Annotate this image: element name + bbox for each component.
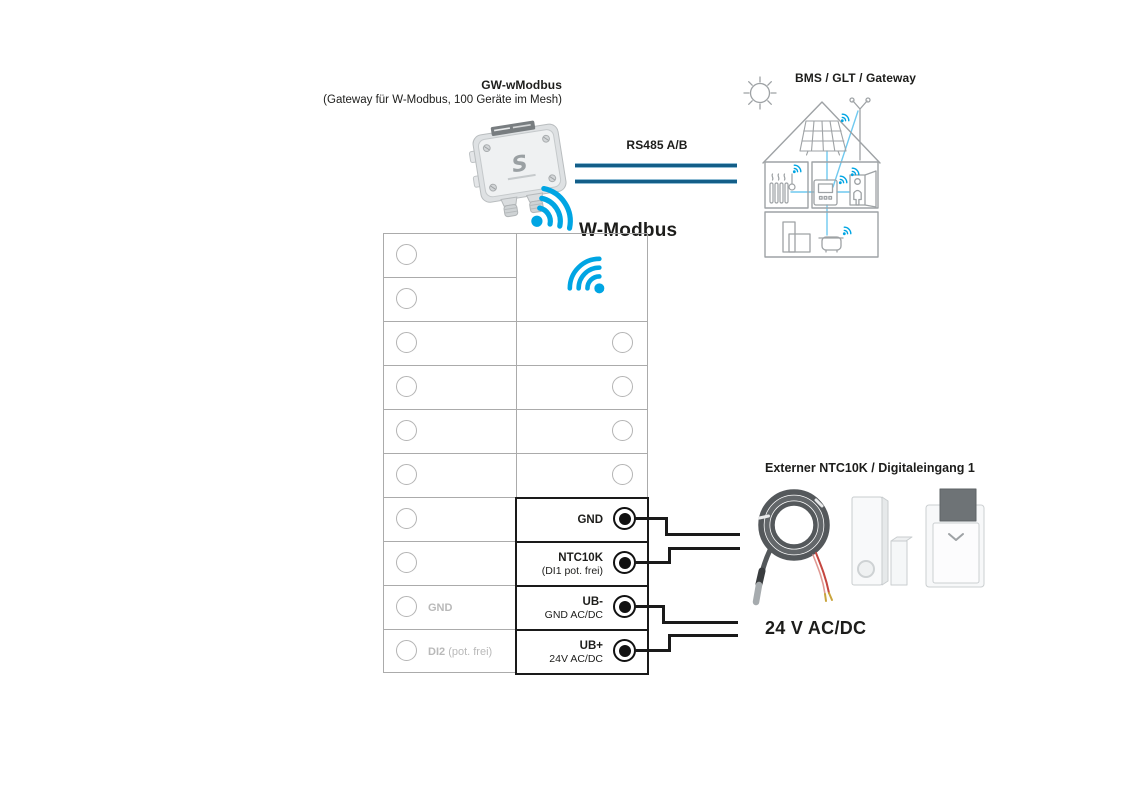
sensor-illustrations xyxy=(752,483,992,608)
anemometer-icon xyxy=(850,98,870,160)
wmodbus-cell xyxy=(517,234,648,322)
terminal-circle xyxy=(396,640,417,661)
terminal-circle xyxy=(396,552,417,573)
wire-ub-plus xyxy=(668,634,738,637)
terminal-circle xyxy=(396,464,417,485)
rs485-line-a xyxy=(575,163,737,168)
terminal-label: NTC10K xyxy=(558,551,603,564)
terminal-circle xyxy=(396,420,417,441)
wire-ub-minus xyxy=(634,605,665,608)
gateway-title: GW-wModbus xyxy=(481,78,562,92)
external-sensors-label: Externer NTC10K / Digitaleingang 1 xyxy=(765,461,975,475)
terminal-gnd-pin xyxy=(619,513,631,525)
wifi-icon xyxy=(561,251,607,295)
terminal-circle xyxy=(612,376,633,397)
svg-text:S: S xyxy=(509,151,530,179)
wire-ntc10k xyxy=(634,561,671,564)
wire-ntc10k xyxy=(668,547,740,550)
label-name: DI2 xyxy=(428,646,446,658)
power-label: 24 V AC/DC xyxy=(765,618,867,638)
gateway-subtitle: (Gateway für W-Modbus, 100 Geräte im Mesh) xyxy=(323,94,562,106)
terminal-circle xyxy=(396,596,417,617)
radiator xyxy=(770,174,788,203)
thermometer-icon xyxy=(789,174,795,190)
basement-boxes xyxy=(783,222,810,252)
terminal-sublabel: 24V AC/DC xyxy=(549,652,603,665)
terminal-sublabel: (DI1 pot. frei) xyxy=(541,564,603,577)
door-person xyxy=(850,171,876,207)
terminal-circle xyxy=(396,376,417,397)
terminal-circle xyxy=(396,244,417,265)
solar-panel xyxy=(800,121,846,155)
label-name: GND xyxy=(428,602,453,614)
terminal-circle xyxy=(396,288,417,309)
terminal-ub-plus-pin xyxy=(619,645,631,657)
sensor-pot xyxy=(819,237,843,252)
building-illustration xyxy=(733,75,885,267)
terminal-label: UB+ xyxy=(579,639,603,652)
label-sub: (pot. frei) xyxy=(448,646,493,658)
terminal-label: UB- xyxy=(582,595,603,608)
rs485-line-b xyxy=(575,179,737,184)
terminal-circle xyxy=(612,464,633,485)
gateway-title-block xyxy=(300,78,562,106)
wire-ub-minus xyxy=(662,621,738,624)
terminal-circle xyxy=(396,508,417,529)
left-terminal-label-gnd xyxy=(428,602,452,614)
left-terminal-label-di2 xyxy=(428,646,492,658)
terminal-circle xyxy=(396,332,417,353)
terminal-ub-minus-pin xyxy=(619,601,631,613)
terminal-block xyxy=(383,233,648,673)
door-contact-image xyxy=(852,497,912,585)
wmodbus-label: W-Modbus xyxy=(576,220,680,242)
terminal-sublabel: GND AC/DC xyxy=(544,608,603,621)
terminal-ntc10k-pin xyxy=(619,557,631,569)
wire-gnd xyxy=(634,517,668,520)
bus-label: RS485 A/B xyxy=(626,138,688,152)
wire-gnd xyxy=(665,533,740,536)
wire-ub-plus xyxy=(634,649,671,652)
sun-icon xyxy=(744,77,776,109)
terminal-circle xyxy=(612,332,633,353)
ntc-probe-image xyxy=(756,492,832,602)
card-switch-image xyxy=(926,489,984,587)
terminal-circle xyxy=(612,420,633,441)
bms-label: BMS / GLT / Gateway xyxy=(795,71,917,85)
terminal-label: GND xyxy=(577,513,603,526)
